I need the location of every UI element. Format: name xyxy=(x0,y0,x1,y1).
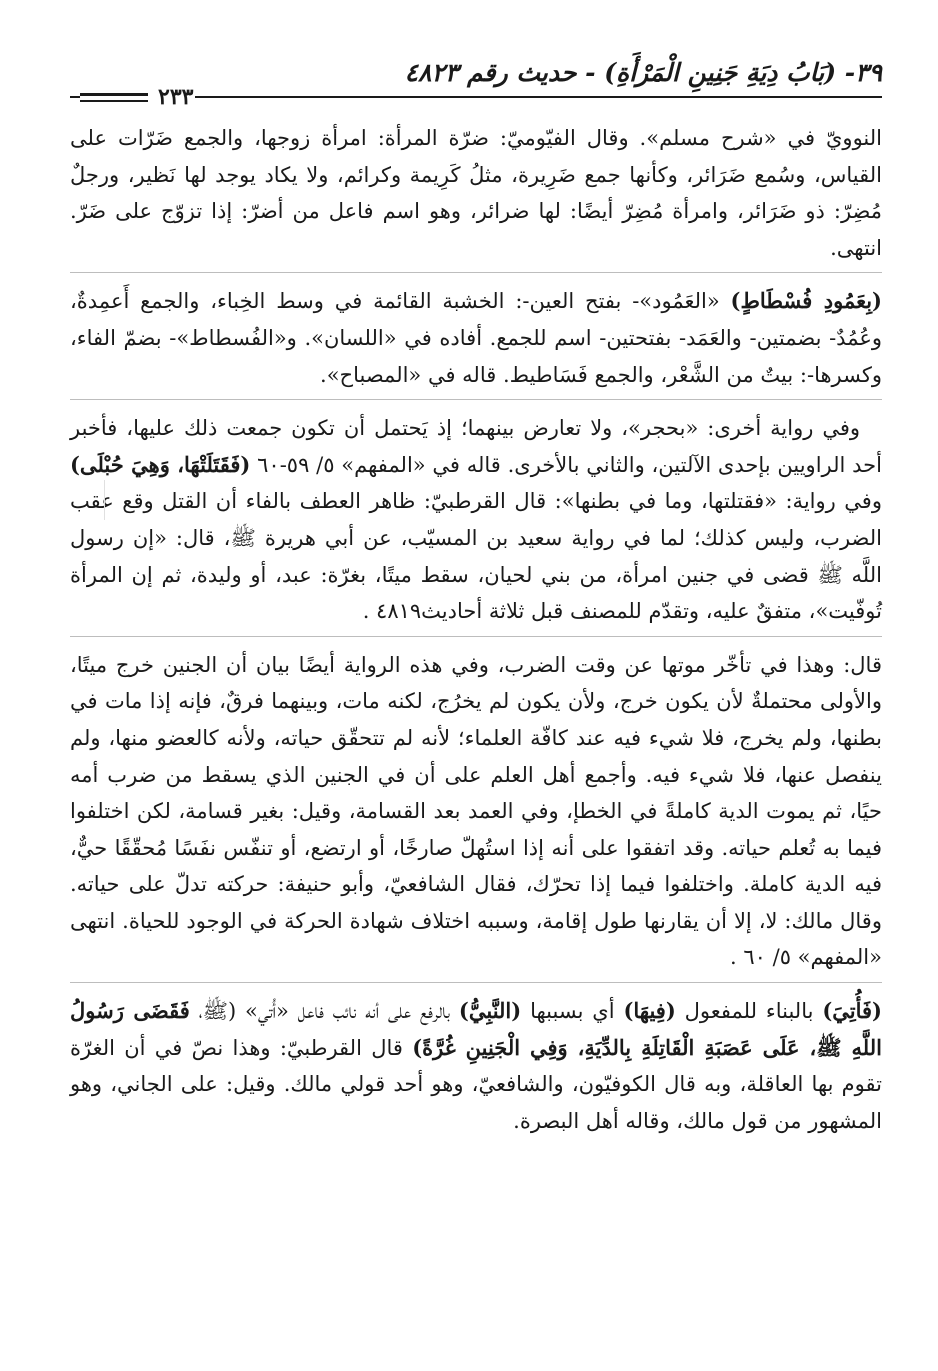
paragraph-5-text-d: قال القرطبيّ: وهذا نصّ في أن الغرّة تقوم بها العاقلة، وبه قال الكوفيّون، والشافعيّ، وهو أحد قولي مالك. وقيل: على الجاني، وهو المشهور من قول مالك، وقاله أهل البصرة. xyxy=(70,1035,882,1133)
page-number-rule xyxy=(80,93,148,102)
paragraph-5-text-c: بالرفع على أنه نائب فاعل «أُتي» (ﷺ، xyxy=(189,999,459,1024)
page-number: ٢٣٣ xyxy=(158,84,194,110)
paragraph-4-text: قال: وهذا في تأخّر موتها عن وقت الضرب، وفي هذه الرواية أيضًا بيان أن الجنين خرج ميتًا، والأولى محتملةٌ لأن يكون خرج، ولأن يكون لم يخرُج، لكنه مات، وبينهما فرقٌ، فإنه إذا مات في بطنها، ولم يخرج، فلا شيء فيه عند كافّة العلماء؛ لأنه لم تتحقّق حياته، ولأنه كالعضو منها، ولم ينفصل عنها، فلا شيء فيه. وأجمع أهل العلم على أن في الجنين الذي يسقط من ضرب أمه حيًا، ثم يموت الدية كاملةً في الخطإ، وفي العمد بعد القسامة، وقيل: بغير قسامة، لكن اختلفوا فيما به تُعلم حياته. وقد اتفقوا على أنه إذا استُهلّ صارخًا، أو ارتضع، أو تنفّس نفَسًا مُحقّقًا حيٌّ، فيه الدية كاملة. واختلفوا فيما إذا تحرّك، فقال الشافعيّ، وأبو حنيفة: حركته تدلّ على حياته. وقال مالك: لا، إلا أن يقارنها طول إقامة، وسببه اختلاف شهادة الحركة في الوجود للحياة. انتهى «المفهم» ٥/ ٦٠ . xyxy=(70,652,882,970)
paragraph-4 xyxy=(70,647,882,976)
page-number-group xyxy=(80,84,195,110)
paragraph-5-text-b: أي بسببها xyxy=(521,999,624,1024)
paragraph-2-text: «العَمُود»- بفتح العين-: الخشبة القائمة في وسط الخِباء، والجمع أَعمِدةٌ، وعُمُدٌ- بضمتين- والعَمَد- بفتحتين- اسم للجمع. أفاده في «اللسان». و«الفُسطاط»- بضمّ الفاء، وكسرها-: بيتٌ من الشَّعْر، والجمع فَسَاطيط. قاله في «المصباح». xyxy=(70,289,882,387)
quoted-term-qatalatha: (فَقَتَلَتْهَا، وَهِيَ حُبْلَى) xyxy=(70,451,251,477)
quoted-term-nabi: (النَّبِيُّ) xyxy=(458,998,522,1024)
section-divider xyxy=(70,636,882,637)
paragraph-3 xyxy=(70,410,882,630)
running-header xyxy=(70,50,882,110)
quoted-term-amud-fustat: (بِعَمُودِ فُسْطَاطٍ) xyxy=(730,288,882,314)
body-text xyxy=(70,120,882,1143)
paragraph-3-text-b: وفي رواية: «فقتلتها، وما في بطنها»: قال القرطبيّ: ظاهر العطف بالفاء أن القتل وقع عقب الضرب، وليس كذلك؛ لما في رواية سعيد بن المسيّب، عن أبي هريرة ﷺ، قال: «إن رسول اللَّه ﷺ قضى في جنين امرأة، من بني لحيان، سقط ميتًا، بغرّة: عبد، أو وليدة، ثم إن المرأة تُوفّيت»، متفقٌ عليه، وتقدّم للمصنف قبل ثلاثة أحاديث٤٨١٩ . xyxy=(70,489,882,624)
page xyxy=(70,50,882,1340)
quoted-term-fiha: (فِيهَا) xyxy=(623,998,676,1024)
paragraph-1 xyxy=(70,120,882,266)
paragraph-2 xyxy=(70,283,882,393)
paragraph-1-text: النوويّ في «شرح مسلم». وقال الفيّوميّ: ضرّة المرأة: امرأة زوجها، والجمع ضَرّات على القياس، وسُمع ضَرَائر، وكأنها جمع ضَرِيرة، مثلُ كَرِيمة وكرائم، ولا يكاد يوجد لها نَظير، ورجلٌ مُضِرّ: ذو ضَرَائر، وامرأة مُضِرّ أيضًا: لها ضرائر، وهو اسم فاعل من أضرّ: إذا تزوّج على ضَرّ. انتهى. xyxy=(70,126,882,260)
paragraph-5 xyxy=(70,993,882,1139)
paragraph-3-text-a: وفي رواية أخرى: «بحجر»، ولا تعارض بينهما؛ إذ يَحتمل أن تكون جمعت ذلك عليها، فأخبر أحد الراويين بإحدى الآلتين، والثاني بالأخرى. قاله في «المفهم» ٥/ ٥٩-٦٠ xyxy=(70,416,882,477)
quoted-term-fauti: (فَأُتِيَ) xyxy=(822,998,882,1024)
scan-mark xyxy=(104,480,105,520)
section-divider xyxy=(70,982,882,983)
section-divider xyxy=(70,272,882,273)
paragraph-5-text-a: بالبناء للمفعول xyxy=(675,999,823,1024)
chapter-title: ٣٩- (بَابُ دِيَةِ جَنِينِ الْمَرْأَةِ) - حديث رقم ٤٨٢٣ xyxy=(404,58,882,87)
quoted-hadith-ruling: فَقَضَى رَسُولُ اللَّهِ ﷺ، عَلَى عَصَبَةِ الْقَاتِلَةِ بِالدِّيَةِ، وَفِي الْجَنِينِ غُرَّةً) xyxy=(70,998,882,1060)
section-divider xyxy=(70,399,882,400)
